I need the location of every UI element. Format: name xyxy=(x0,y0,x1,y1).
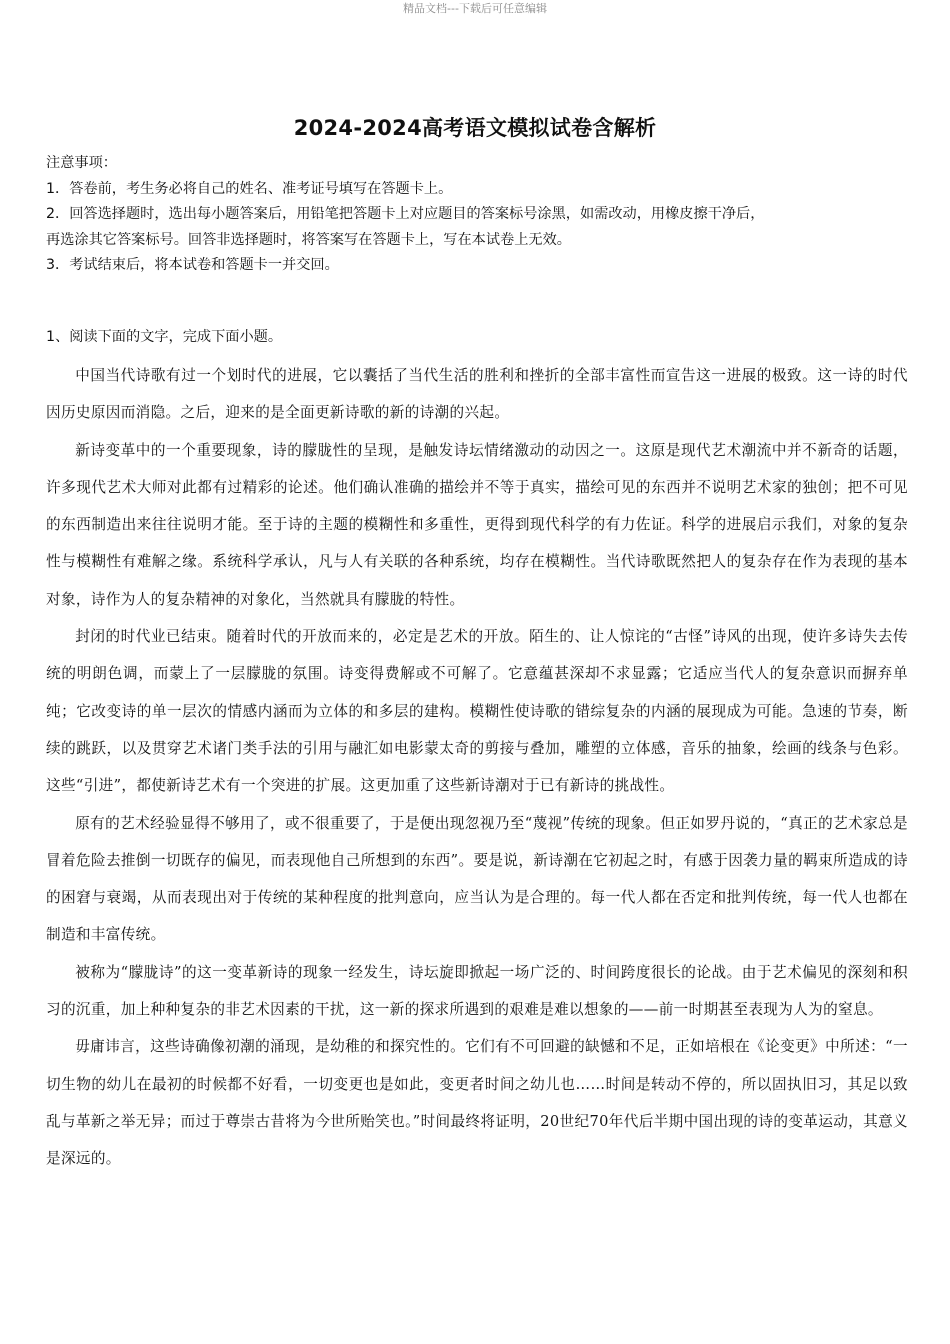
question-heading: 1、阅读下面的文字，完成下面小题。 xyxy=(46,329,283,345)
reading-paragraph: 被称为“朦胧诗”的这一变革新诗的现象一经发生，诗坛旋即掀起一场广泛的、时间跨度很长的论战。由于艺术偏见的深刻和积习的沉重，加上种种复杂的非艺术因素的干扰，这一新的探求所遇到的艰难是难以想象的——前一时期甚至表现为人为的窒息。 xyxy=(46,963,908,1019)
notice-section xyxy=(46,151,906,279)
page-header-watermark: 精品文档---下载后可任意编辑 xyxy=(403,2,547,15)
question-1-section xyxy=(46,325,908,1178)
notice-heading: 注意事项： xyxy=(46,155,117,171)
notice-item: 3．考试结束后，将本试卷和答题卡一并交回。 xyxy=(46,257,339,274)
notice-item: 1．答卷前，考生务必将自己的姓名、准考证号填写在答题卡上。 xyxy=(46,180,453,197)
reading-paragraph: 中国当代诗歌有过一个划时代的进展，它以囊括了当代生活的胜利和挫折的全部丰富性而宣告这一进展的极致。这一诗的时代因历史原因而消隐。之后，迎来的是全面更新诗歌的新的诗潮的兴起。 xyxy=(46,367,908,422)
notice-item: 2．回答选择题时，选出每小题答案后，用铅笔把答题卡上对应题目的答案标号涂黑，如需改动，用橡皮擦干净后， xyxy=(46,206,765,223)
reading-paragraph: 新诗变革中的一个重要现象，诗的朦胧性的呈现，是触发诗坛情绪激动的动因之一。这原是现代艺术潮流中并不新奇的话题，许多现代艺术大师对此都有过精彩的论述。他们确认准确的描绘并不等于真实，描绘可见的东西并不说明艺术家的独创；把不可见的东西制造出来往往说明才能。至于诗的主题的模糊性和多重性，更得到现代科学的有力佐证。科学的进展启示我们，对象的复杂性与模糊性有难解之缘。系统科学承认，凡与人有关联的各种系统，均存在模糊性。当代诗歌既然把人的复杂存在作为表现的基本对象，诗作为人的复杂精神的对象化，当然就具有朦胧的特性。 xyxy=(46,441,908,608)
reading-paragraph: 封闭的时代业已结束。随着时代的开放而来的，必定是艺术的开放。陌生的、让人惊诧的“古怪”诗风的出现，使许多诗失去传统的明朗色调，而蒙上了一层朦胧的氛围。诗变得费解或不可解了。它意蕴甚深却不求显露；它适应当代人的复杂意识而摒弃单纯；它改变诗的单一层次的情感内涵而为立体的和多层的建构。模糊性使诗歌的错综复杂的内涵的展现成为可能。急速的节奏，断续的跳跃，以及贯穿艺术诸门类手法的引用与融汇如电影蒙太奇的剪接与叠加，雕塑的立体感，音乐的抽象，绘画的线条与色彩。这些“引进”，都使新诗艺术有一个突进的扩展。这更加重了这些新诗潮对于已有新诗的挑战性。 xyxy=(46,628,908,795)
notice-item: 再选涂其它答案标号。回答非选择题时，将答案写在答题卡上，写在本试卷上无效。 xyxy=(46,231,571,248)
reading-paragraph: 原有的艺术经验显得不够用了，或不很重要了，于是便出现忽视乃至“蔑视”传统的现象。但正如罗丹说的，“真正的艺术家总是冒着危险去推倒一切既存的偏见，而表现他自己所想到的东西”。要是说，新诗潮在它初起之时，有感于因袭力量的羁束所造成的诗的困窘与衰竭，从而表现出对于传统的某种程度的批判意向，应当认为是合理的。每一代人都在否定和批判传统，每一代人也都在制造和丰富传统。 xyxy=(46,814,908,944)
document-title: 2024-2024高考语文模拟试卷含解析 xyxy=(293,116,657,140)
reading-paragraph: 毋庸讳言，这些诗确像初潮的涌现，是幼稚的和探究性的。它们有不可回避的缺憾和不足，正如培根在《论变更》中所述：“一切生物的幼儿在最初的时候都不好看，一切变更也是如此，变更者时间之幼儿也……时间是转动不停的，所以固执旧习，其足以致乱与革新之举无异；而过于尊崇古昔将为今世所贻笑也。”时间最终将证明，20世纪70年代后半期中国出现的诗的变革运动，其意义是深远的。 xyxy=(46,1038,908,1168)
